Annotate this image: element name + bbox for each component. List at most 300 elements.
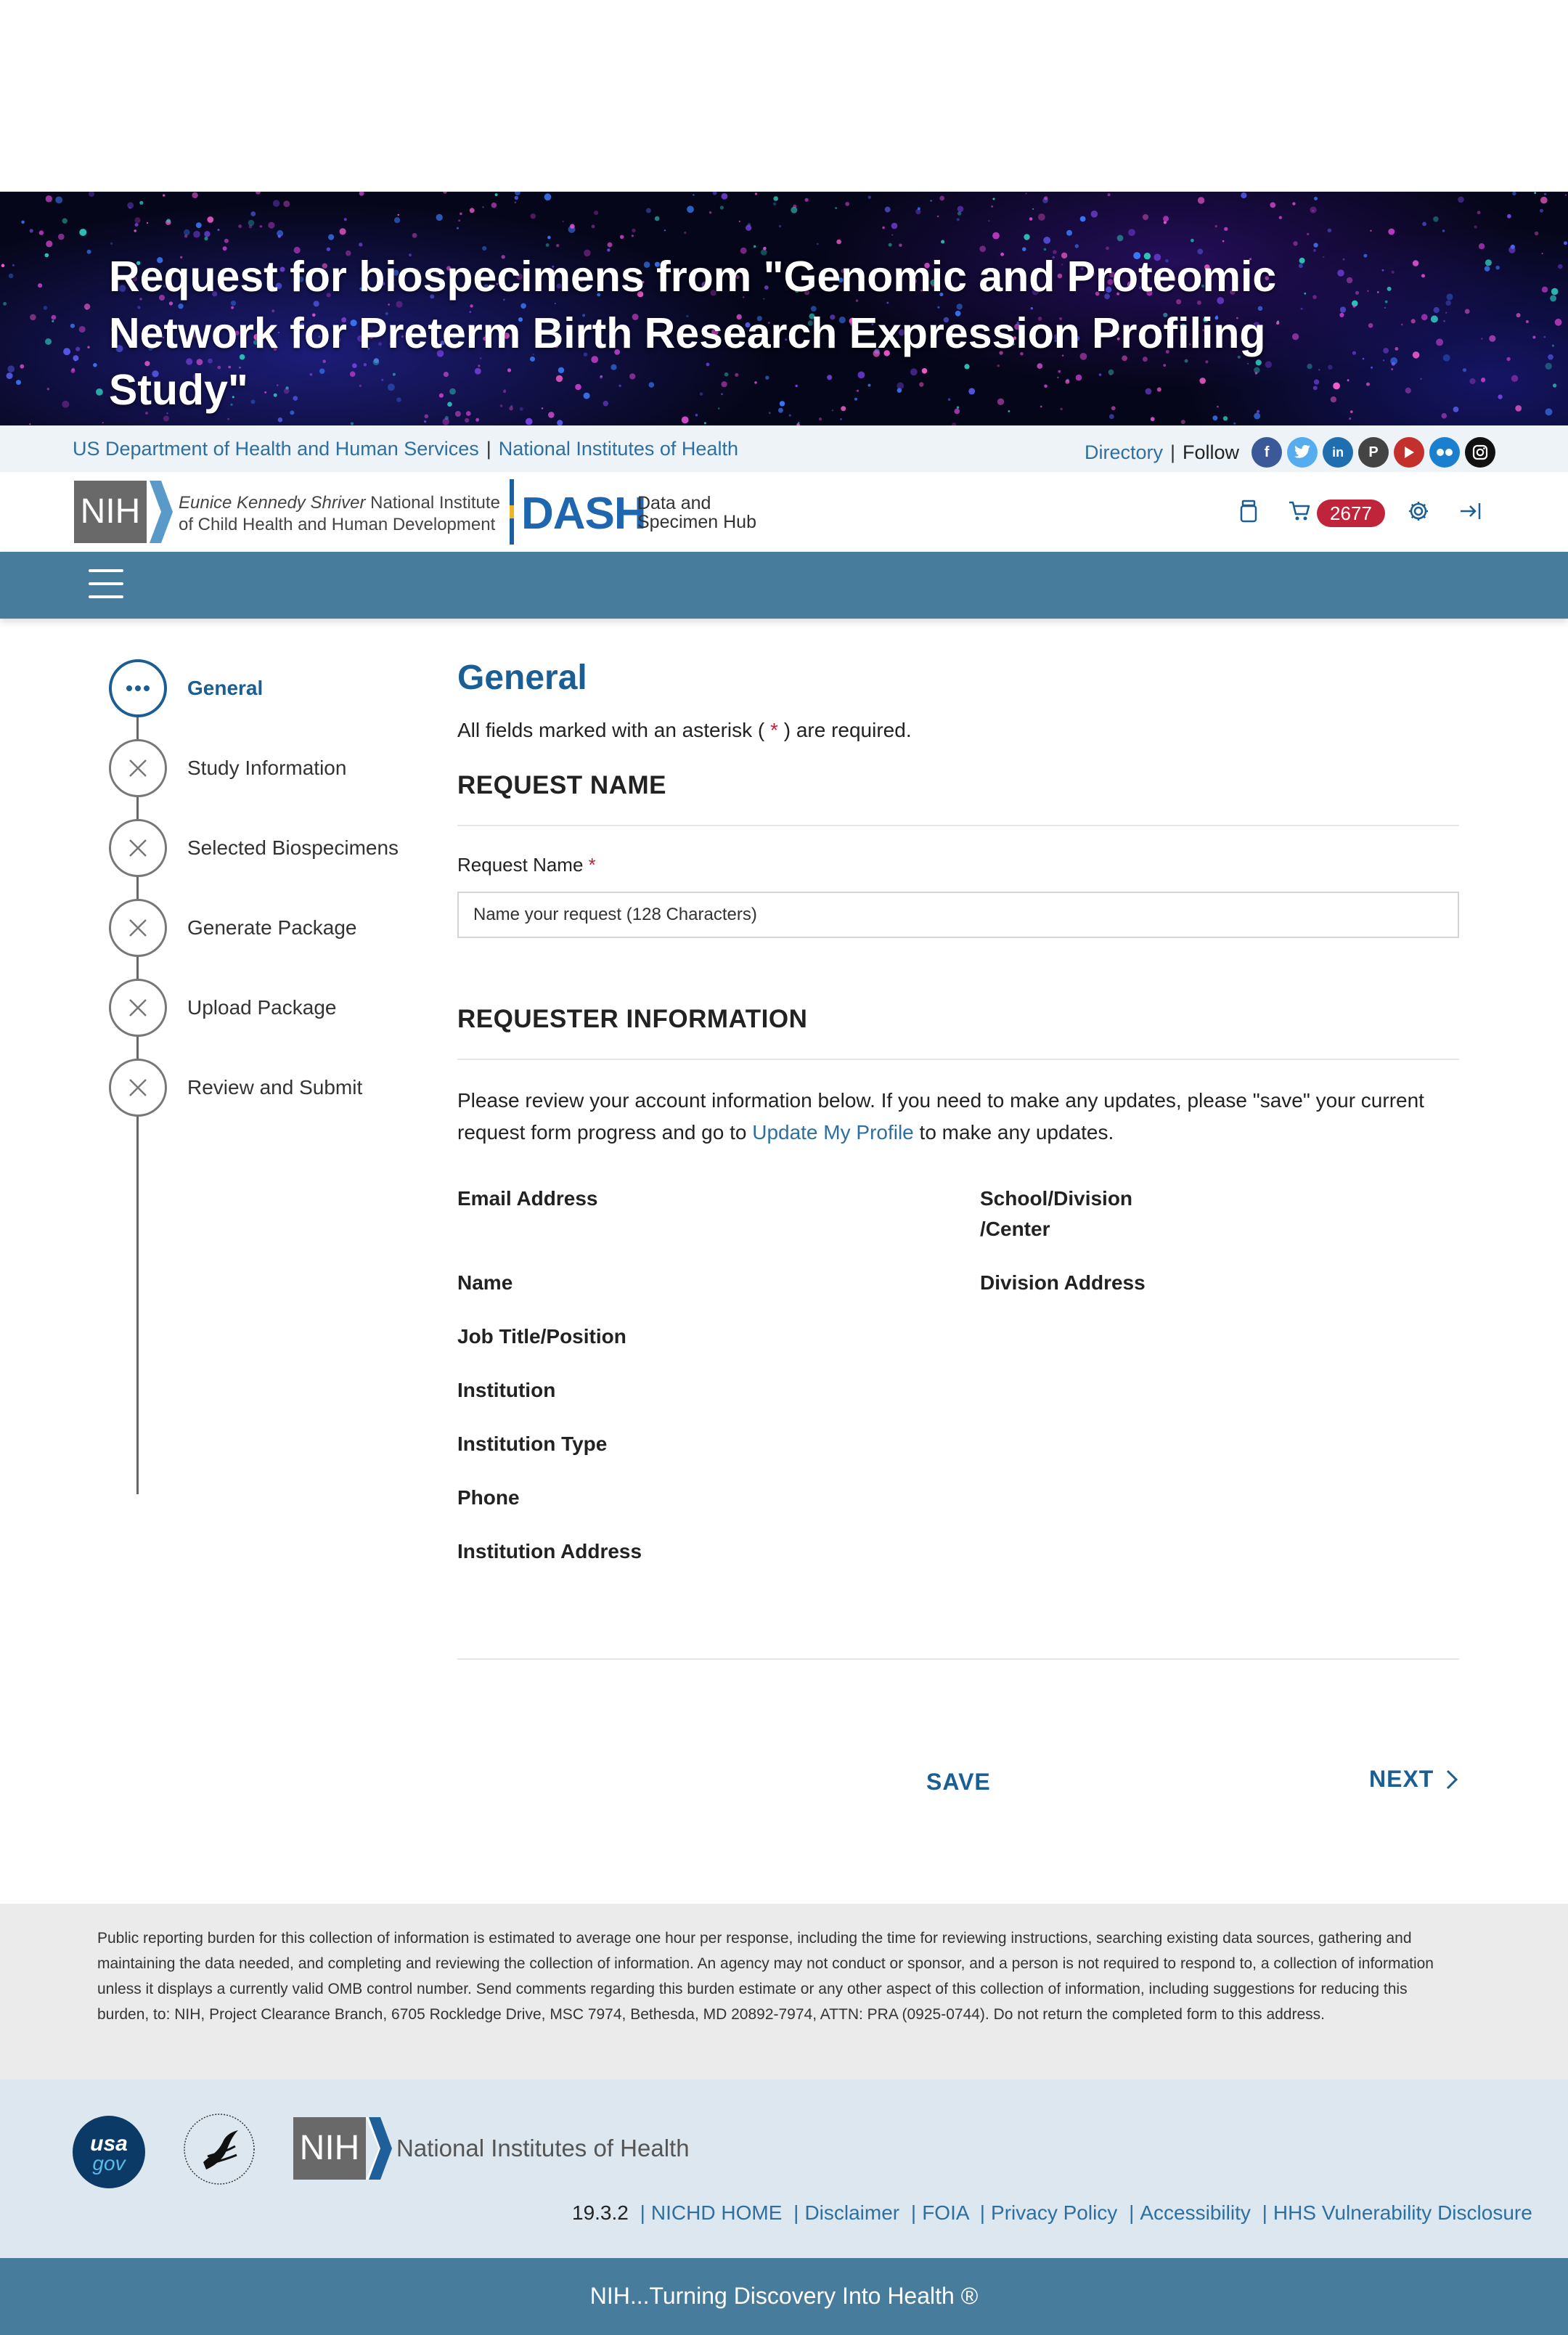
hero-speckle [1551, 288, 1559, 296]
hero-speckle [1506, 357, 1510, 361]
hero-speckle [526, 418, 533, 425]
hero-speckle [45, 253, 49, 258]
separator: | [793, 2201, 799, 2224]
hero-speckle [515, 202, 517, 204]
follow-section [1085, 437, 1495, 468]
step-generate-package[interactable] [109, 899, 428, 957]
hero-speckle [224, 239, 229, 243]
hero-speckle [992, 232, 1000, 240]
hero-speckle [709, 211, 711, 213]
separator: | [979, 2201, 986, 2224]
email-address-label: Email Address [457, 1187, 598, 1210]
hero-speckle [646, 208, 651, 213]
hero-speckle [52, 315, 57, 320]
hero-speckle [458, 219, 460, 221]
hero-speckle [70, 324, 75, 328]
hero-speckle [840, 418, 842, 420]
hero-speckle [779, 225, 781, 227]
nih-link[interactable]: National Institutes of Health [498, 438, 738, 460]
step-label: Study Information [187, 757, 347, 779]
save-button[interactable]: SAVE [926, 1769, 991, 1795]
hero-speckle [457, 227, 459, 229]
hero-speckle [1442, 413, 1447, 419]
request-name-heading: REQUEST NAME [457, 771, 666, 799]
dash-logo-bar [510, 479, 514, 545]
usagov-text: usa [90, 2132, 128, 2156]
page-title: Request for biospecimens from "Genomic and Proteomic Network for Preterm Birth Research Expression Profiling Study" [109, 253, 1277, 414]
hero-speckle [957, 218, 960, 221]
division-address-label: Division Address [980, 1271, 1146, 1294]
hero-speckle [227, 418, 229, 420]
hero-speckle [1371, 230, 1372, 232]
hero-speckle [1191, 239, 1194, 243]
update-profile-link[interactable]: Update My Profile [752, 1121, 914, 1144]
hero-speckle [1066, 230, 1072, 236]
nih-logo-text: NIH [80, 492, 141, 531]
accessibility-link[interactable]: Accessibility [1140, 2201, 1251, 2224]
hero-speckle [89, 192, 94, 197]
hero-speckle [20, 364, 24, 369]
hero-speckle [47, 388, 49, 390]
hero-speckle [1401, 324, 1403, 326]
facebook-icon[interactable]: f [1251, 437, 1282, 468]
hero-speckle [1384, 307, 1386, 309]
hero-speckle [1433, 216, 1439, 222]
agency-links [73, 438, 738, 460]
hero-speckle [1387, 287, 1392, 291]
hero-speckle [1313, 243, 1318, 247]
hero-speckle [594, 211, 598, 215]
hero-speckle [1535, 232, 1539, 236]
hero-speckle [755, 192, 757, 195]
hero-speckle [664, 229, 666, 231]
hero-speckle [1443, 354, 1450, 362]
step-selected-biospecimens[interactable] [109, 819, 428, 877]
hero-speckle [1526, 320, 1529, 323]
step-review-and-submit[interactable] [109, 1059, 428, 1117]
hero-speckle [547, 236, 551, 240]
separator: | [486, 438, 491, 460]
step-label: Generate Package [187, 916, 357, 939]
version-text: 19.3.2 [572, 2201, 629, 2224]
hero-speckle [1383, 359, 1384, 361]
separator: | [1170, 441, 1176, 463]
hero-speckle [1481, 338, 1482, 339]
hero-speckle [739, 221, 740, 222]
next-button[interactable] [1369, 1766, 1460, 1793]
hero-speckle [1436, 338, 1443, 346]
follow-label: Follow [1183, 441, 1240, 463]
hero-speckle [44, 306, 48, 310]
hero-speckle [1434, 307, 1440, 313]
hero-speckle [1555, 319, 1562, 326]
hero-speckle [1314, 197, 1318, 200]
disclaimer-link[interactable]: Disclaimer [804, 2201, 900, 2224]
hero-speckle [531, 213, 536, 219]
hero-speckle [328, 235, 334, 240]
hero-speckle [79, 326, 86, 333]
hero-speckle [845, 202, 849, 206]
cart-icon[interactable] [1285, 497, 1314, 526]
hhs-vulnerability-disclosure-link[interactable]: HHS Vulnerability Disclosure [1273, 2201, 1532, 2224]
hero-speckle [1279, 216, 1282, 219]
hero-speckle [1431, 316, 1438, 323]
hero-speckle [1307, 233, 1309, 235]
hero-speckle [359, 192, 364, 196]
sign-out-icon[interactable] [1456, 497, 1485, 526]
name-label: Name [457, 1271, 513, 1294]
hero-speckle [394, 217, 400, 223]
hero-speckle [1163, 216, 1169, 221]
hero-speckle [836, 240, 841, 245]
hero-speckle [563, 221, 564, 222]
hero-speckle [1233, 423, 1236, 425]
hero-speckle [1091, 211, 1098, 218]
footer-nih-name: National Institutes of Health [396, 2135, 690, 2161]
hero-speckle [684, 232, 686, 234]
hero-speckle [939, 196, 944, 201]
divider [457, 1059, 1459, 1060]
hero-speckle [632, 235, 634, 237]
utility-bar [0, 425, 1568, 472]
hero-speckle [1038, 213, 1045, 221]
info-text: Please review your account information below. If you need to make any updates, please "save" your current request form progress and go to [457, 1089, 1424, 1144]
hero-speckle [87, 346, 89, 349]
hero-speckle [1458, 197, 1464, 203]
hero-speckle [515, 196, 519, 200]
hero-speckle [436, 214, 443, 221]
hero-speckle [704, 422, 706, 424]
hero-speckle [1507, 214, 1511, 219]
hero-speckle [260, 225, 262, 227]
hero-speckle [570, 224, 575, 229]
required-asterisk: * [588, 854, 596, 876]
site-header [0, 472, 1568, 552]
step-upload-package[interactable] [109, 979, 428, 1037]
hero-speckle [773, 196, 778, 201]
hero-speckle [557, 420, 563, 425]
hero-speckle [398, 214, 399, 216]
hero-speckle [58, 234, 65, 240]
hero-speckle [1453, 407, 1459, 412]
hero-speckle [1292, 202, 1295, 205]
hero-speckle [687, 205, 694, 213]
nichd-line2: of Child Health and Human Development [179, 515, 496, 534]
hero-speckle [127, 202, 134, 208]
hero-speckle [218, 229, 220, 231]
hero-speckle [1029, 217, 1033, 221]
hero-speckle [1080, 216, 1086, 222]
main-nav-bar [0, 552, 1568, 619]
hero-speckle [957, 206, 964, 213]
twitter-icon[interactable] [1287, 437, 1318, 468]
hero-speckle [991, 205, 993, 208]
note-text: All fields marked with an asterisk ( [457, 719, 771, 741]
next-label: NEXT [1369, 1766, 1434, 1792]
label-line: School/Division [980, 1187, 1133, 1210]
hero-speckle [412, 233, 417, 238]
x-icon [109, 739, 167, 797]
hero-speckle [166, 219, 171, 223]
hero-speckle [134, 229, 136, 232]
hero-speckle [250, 211, 256, 216]
hero-speckle [268, 222, 274, 229]
hero-speckle [1224, 227, 1228, 231]
foia-link[interactable]: FOIA [922, 2201, 968, 2224]
hero-speckle [1442, 229, 1445, 232]
directory-link[interactable]: Directory [1085, 441, 1164, 463]
request-name-label [457, 854, 596, 876]
hero-speckle [86, 308, 88, 310]
hero-speckle [1391, 368, 1393, 370]
hero-speckle [79, 229, 86, 236]
hero-speckle [720, 205, 724, 209]
hero-speckle [941, 240, 944, 244]
hero-speckle [249, 225, 253, 229]
footer-links [572, 2201, 1532, 2225]
hero-speckle [7, 365, 15, 372]
step-label: General [187, 677, 264, 699]
hero-speckle [192, 192, 197, 198]
label-text: Request Name [457, 854, 584, 876]
hero-speckle [882, 227, 885, 229]
hero-speckle [1075, 244, 1079, 248]
hhs-seal-icon[interactable] [181, 2111, 257, 2187]
hero-speckle [988, 220, 990, 222]
hero-speckle [1310, 207, 1317, 213]
step-study-information[interactable] [109, 739, 428, 797]
linkedin-icon[interactable]: in [1323, 437, 1353, 468]
hero-speckle [1540, 209, 1543, 213]
hero-speckle [1481, 378, 1485, 382]
hero-speckle [1198, 197, 1204, 203]
hero-speckle [163, 194, 165, 196]
hero-speckle [207, 216, 213, 223]
hero-speckle [277, 230, 283, 237]
youtube-icon[interactable] [1394, 437, 1424, 468]
hero-speckle [62, 401, 69, 408]
nichd-home-link[interactable]: NICHD HOME [650, 2201, 783, 2224]
hero-speckle [1532, 336, 1535, 339]
hero-speckle [62, 219, 68, 224]
hero-speckle [1543, 336, 1545, 338]
hero-speckle [39, 230, 44, 235]
hero-speckle [1485, 259, 1492, 266]
phone-label: Phone [457, 1486, 520, 1509]
hero-speckle [1241, 192, 1246, 198]
hero-speckle [713, 192, 717, 195]
hero-speckle [134, 217, 140, 223]
chevron-right-icon [1444, 1767, 1460, 1792]
dash-logo[interactable]: DASH [521, 489, 646, 539]
hero-speckle [1328, 229, 1332, 233]
privacy-policy-link[interactable]: Privacy Policy [991, 2201, 1118, 2224]
usagov-text: gov [92, 2152, 126, 2175]
hero-speckle [344, 218, 347, 221]
nih-logo[interactable] [74, 481, 173, 543]
request-name-input[interactable] [457, 892, 1459, 938]
hero-speckle [1413, 260, 1418, 266]
hero-speckle [110, 243, 113, 245]
hero-speckle [889, 243, 892, 247]
tagline-text: NIH...Turning Discovery Into Health ® [589, 2283, 979, 2309]
hero-speckle [1, 264, 5, 267]
hero-speckle [793, 205, 796, 208]
cart-count-badge[interactable]: 2677 [1317, 500, 1385, 527]
hero-speckle [1383, 348, 1389, 354]
separator: | [1129, 2201, 1135, 2224]
hero-speckle [273, 200, 280, 207]
hero-speckle [1542, 287, 1548, 293]
hero-speckle [1534, 192, 1536, 194]
hero-speckle [482, 206, 483, 208]
hero-speckle [1445, 312, 1447, 314]
hhs-link[interactable]: US Department of Health and Human Services [73, 438, 479, 460]
hero-speckle [515, 192, 520, 195]
separator: | [640, 2201, 645, 2224]
hero-speckle [1024, 234, 1029, 240]
tagline-bar [0, 2258, 1568, 2335]
gear-icon[interactable] [1404, 497, 1433, 526]
hero-speckle [754, 245, 756, 248]
form-section-title: General [457, 659, 587, 697]
hero-speckle [52, 320, 54, 322]
hero-speckle [75, 347, 80, 351]
job-title-label: Job Title/Position [457, 1325, 626, 1348]
divider [457, 825, 1459, 826]
hamburger-menu-icon[interactable] [89, 569, 123, 601]
hero-speckle [1143, 214, 1148, 220]
hero-speckle [891, 223, 898, 229]
usagov-logo[interactable] [73, 2116, 145, 2188]
institution-type-label: Institution Type [457, 1433, 608, 1455]
hero-speckle [87, 250, 91, 254]
hero-speckle [1043, 237, 1050, 244]
x-icon [109, 899, 167, 957]
hero-speckle [1553, 383, 1556, 387]
dash-subtitle-line1: Data and [637, 493, 711, 513]
instagram-icon[interactable] [1465, 437, 1495, 468]
hero-speckle [147, 222, 148, 224]
nih-logo-text: NIH [299, 2129, 360, 2167]
hero-speckle [1542, 253, 1543, 254]
hero-speckle [1489, 335, 1495, 342]
requester-info-text [457, 1085, 1466, 1149]
hero-speckle [993, 198, 995, 200]
hero-speckle [592, 225, 595, 229]
hero-speckle [1443, 320, 1445, 322]
hero-speckle [139, 201, 143, 205]
hero-speckle [1545, 363, 1552, 370]
hero-speckle [1550, 295, 1556, 301]
in-progress-icon [109, 659, 167, 717]
hero-speckle [1270, 203, 1275, 208]
label-line: /Center [980, 1218, 1050, 1240]
hero-speckle [1385, 301, 1388, 303]
hero-speckle [204, 237, 208, 240]
hero-speckle [46, 195, 52, 202]
hero-speckle [1495, 266, 1500, 270]
hero-speckle [1515, 405, 1522, 412]
nichd-italic: Eunice Kennedy Shriver [179, 493, 366, 513]
hero-speckle [1181, 420, 1185, 424]
hero-speckle [937, 216, 939, 218]
hero-speckle [1421, 274, 1425, 277]
hero-speckle [443, 192, 447, 194]
flickr-icon[interactable] [1429, 437, 1460, 468]
hero-speckle [12, 264, 15, 266]
hero-speckle [620, 235, 624, 239]
pinterest-icon[interactable]: P [1358, 437, 1389, 468]
hero-speckle [45, 338, 52, 345]
hero-speckle [283, 200, 290, 207]
hero-speckle [3, 302, 7, 306]
hero-speckle [1390, 357, 1397, 364]
hero-speckle [1117, 235, 1124, 242]
hero-speckle [424, 420, 426, 423]
hero-speckle [748, 223, 751, 227]
hero-speckle [1128, 229, 1135, 236]
hero-speckle [63, 348, 70, 355]
hero-speckle [29, 423, 30, 425]
school-division-center-label [980, 1183, 1132, 1244]
hero-speckle [1421, 314, 1428, 320]
institution-address-label: Institution Address [457, 1540, 642, 1562]
hero-speckle [1032, 208, 1034, 210]
hero-speckle [1498, 394, 1502, 399]
dash-subtitle [637, 494, 756, 531]
hero-speckle [55, 197, 62, 204]
hero-speckle [1474, 225, 1477, 228]
hero-speckle [1479, 243, 1485, 249]
hero-speckle [608, 243, 613, 248]
step-general[interactable] [109, 659, 428, 717]
hero-speckle [1558, 264, 1563, 269]
burden-text: Public reporting burden for this collection of information is estimated to average one hour per response, including the time for reviewing instructions, searching existing data sources, gathering and maintaining the data needed, and completing and reviewing the collection of information. An agency may not conduct or sponsor, and a person is not required to respond to, a collection of information unless it displays a currently valid OMB control number. Send comments regarding this burden estimate or any other aspect of this collection of information, including suggestions for reducing this burden, to: NIH, Project Clearance Branch, 6705 Rockledge Drive, MSC 7974, Bethesda, MD 20892-7974, ATTN: PRA (0925-0744). Do not return the completed form to this address. [97, 1930, 1434, 2023]
hero-speckle [1548, 354, 1553, 360]
hero-speckle [1463, 368, 1466, 372]
hero-speckle [1044, 196, 1048, 200]
divider [457, 1658, 1459, 1660]
hero-speckle [817, 243, 819, 245]
requester-information-heading: REQUESTER INFORMATION [457, 1005, 808, 1033]
hero-speckle [1413, 351, 1420, 359]
hero-speckle [1215, 225, 1217, 227]
hero-speckle [891, 234, 893, 235]
institution-label: Institution [457, 1379, 556, 1401]
hero-speckle [491, 203, 497, 208]
hero-speckle [1108, 193, 1111, 196]
hero-speckle [1392, 271, 1395, 274]
hero-speckle [1222, 240, 1225, 243]
hero-speckle [351, 422, 354, 425]
hero-speckle [1552, 345, 1554, 347]
hero-speckle [256, 192, 261, 195]
specimen-jar-icon[interactable] [1234, 497, 1263, 526]
burden-statement [0, 1904, 1568, 2079]
hero-speckle [1395, 347, 1399, 351]
hero-speckle [16, 380, 21, 385]
footer-nih-logo[interactable] [293, 2117, 392, 2180]
hero-speckle [248, 220, 255, 227]
note-text: ) are required. [777, 719, 912, 741]
hero-speckle [1026, 192, 1027, 194]
separator: | [910, 2201, 917, 2224]
hero-speckle [798, 422, 799, 423]
hero-speckle [930, 200, 932, 202]
hero-speckle [204, 231, 210, 237]
dash-subtitle-line2: Specimen Hub [637, 512, 756, 532]
